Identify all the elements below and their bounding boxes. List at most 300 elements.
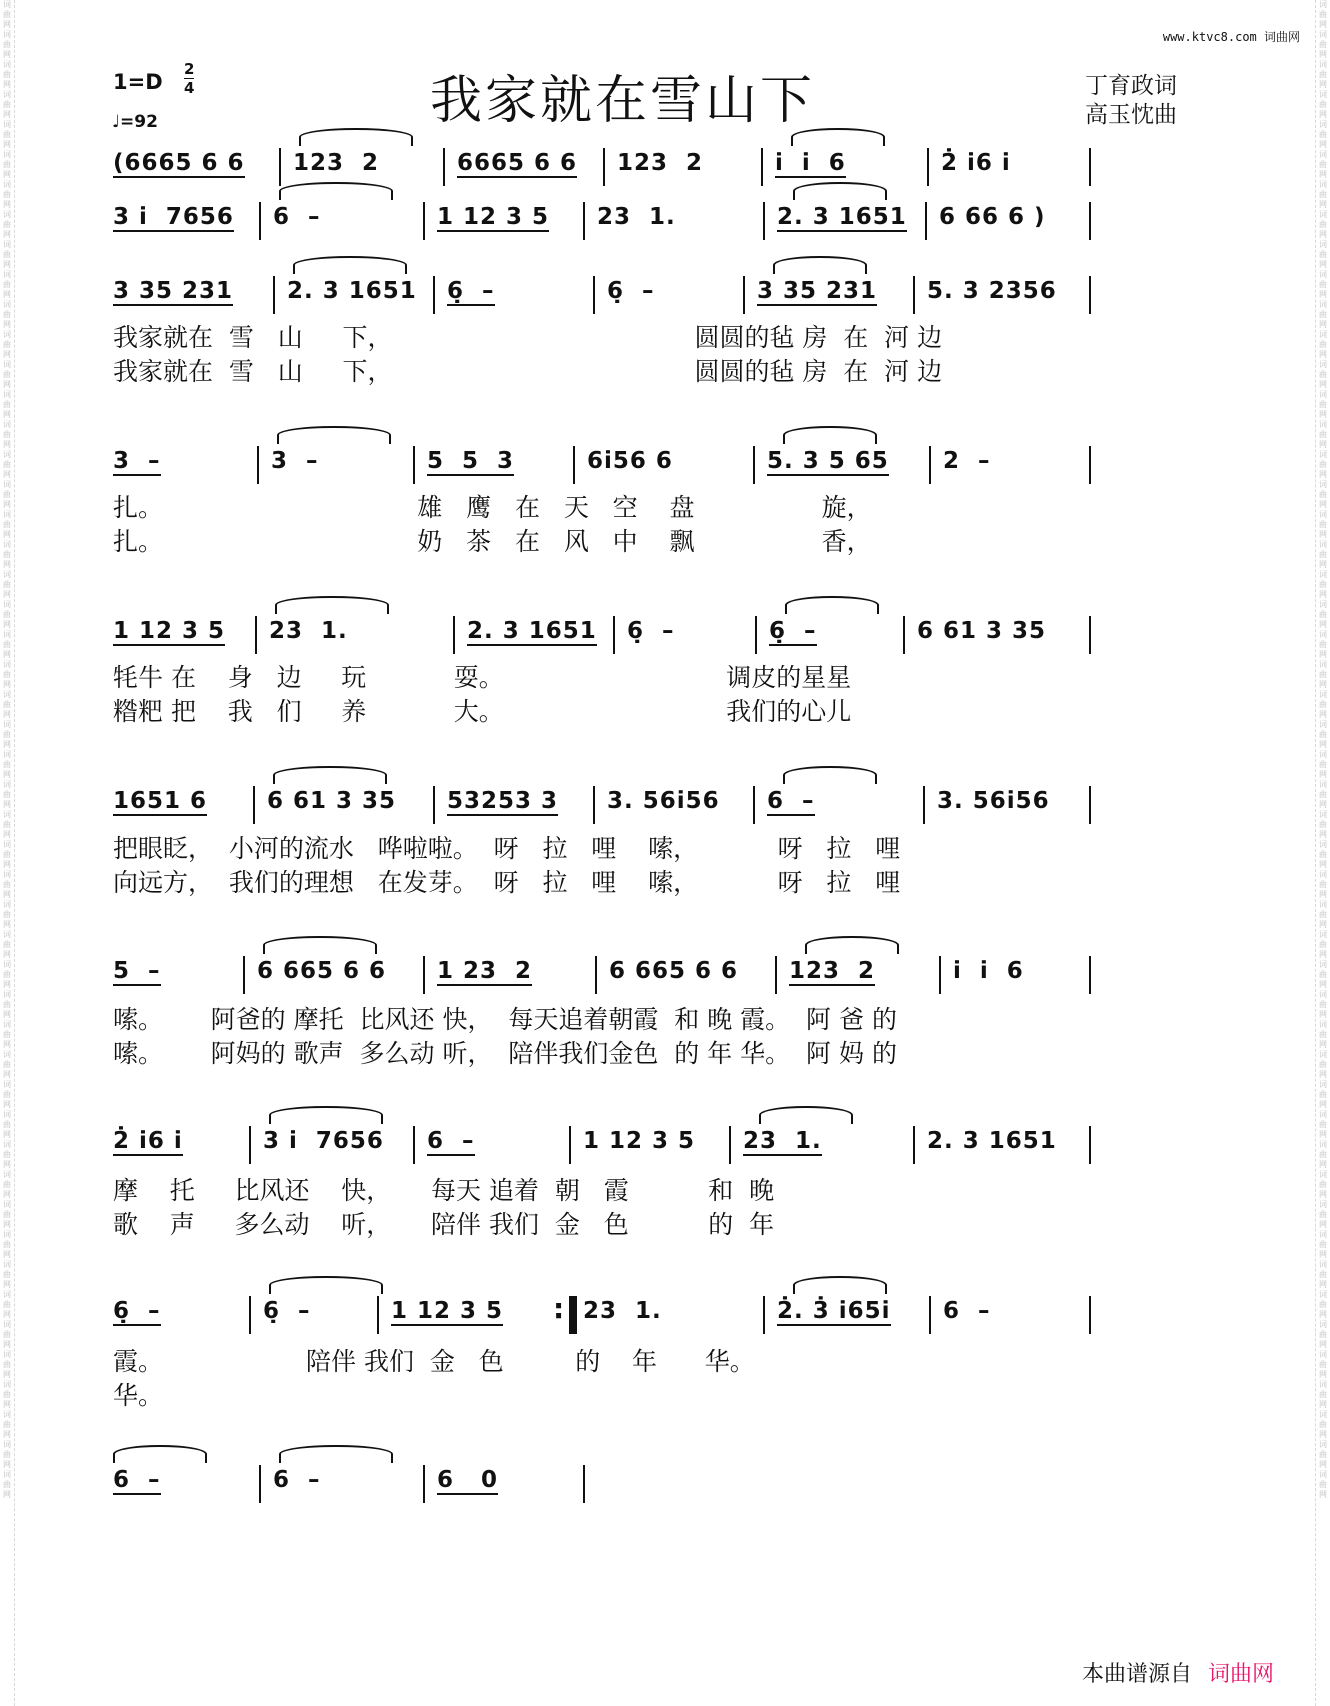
barline [249, 1296, 251, 1334]
right-watermark-strip [1315, 0, 1330, 1706]
side-watermark-char: 网 [3, 1010, 11, 1019]
measure: 6 – [767, 788, 815, 814]
song-title: 我家就在雪山下 [430, 71, 816, 131]
side-watermark-char: 曲 [3, 520, 11, 529]
side-watermark-char: 网 [3, 80, 11, 89]
side-watermark-char: 网 [1319, 770, 1327, 779]
side-watermark-char: 词 [1319, 600, 1327, 609]
side-watermark-char: 曲 [1319, 670, 1327, 679]
side-watermark-char: 网 [1319, 500, 1327, 509]
measure: 6̣ – [769, 618, 817, 644]
staff-line [113, 204, 1188, 240]
side-watermark-char: 曲 [1319, 1060, 1327, 1069]
side-watermark-char: 词 [1319, 0, 1327, 9]
site-watermark: www.ktvc8.com 词曲网 [1162, 30, 1300, 44]
side-watermark-char: 曲 [3, 910, 11, 919]
measure: 123 2 [293, 150, 380, 176]
barline [743, 276, 745, 314]
side-watermark-char: 网 [1319, 710, 1327, 719]
side-watermark-char: 词 [1319, 510, 1327, 519]
measure: 3 35 231 [757, 278, 878, 304]
side-watermark-char: 曲 [1319, 280, 1327, 289]
side-watermark-char: 曲 [3, 130, 11, 139]
measure: 5 – [113, 958, 161, 984]
slur [269, 1106, 383, 1124]
side-watermark-char: 网 [1319, 350, 1327, 359]
measure: 6̣ – [113, 1298, 161, 1324]
footer-brand: 词曲网 [1208, 1662, 1275, 1687]
side-watermark-char: 曲 [3, 1180, 11, 1189]
side-watermark-char: 网 [1319, 170, 1327, 179]
side-watermark-char: 网 [3, 620, 11, 629]
side-watermark-char: 曲 [1319, 430, 1327, 439]
staff-line [113, 1128, 1188, 1164]
measure: 5 5 3 [427, 448, 515, 474]
side-watermark-char: 网 [1319, 1100, 1327, 1109]
side-watermark-char: 网 [1319, 1430, 1327, 1439]
side-watermark-char: 曲 [3, 310, 11, 319]
measure: 6 – [273, 1467, 321, 1493]
side-watermark-char: 词 [3, 570, 11, 579]
side-watermark-char: 曲 [3, 1270, 11, 1279]
barline [569, 1126, 571, 1164]
measure: 1 23 2 [437, 958, 533, 984]
barline [603, 148, 605, 186]
side-watermark-char: 词 [1319, 480, 1327, 489]
lyric-line-2: 扎。 奶 茶 在 风 中 飘 香， [113, 527, 872, 556]
barline [903, 616, 905, 654]
side-watermark-char: 网 [1319, 110, 1327, 119]
side-watermark-char: 词 [3, 750, 11, 759]
side-watermark-char: 词 [3, 390, 11, 399]
side-watermark-char: 词 [1319, 1410, 1327, 1419]
barline [763, 202, 765, 240]
barline [1089, 616, 1091, 654]
side-watermark-char: 曲 [3, 1480, 11, 1489]
side-watermark-char: 词 [1319, 450, 1327, 459]
slur [299, 128, 413, 146]
time-signature [184, 60, 194, 97]
side-watermark-char: 词 [1319, 1380, 1327, 1389]
side-watermark-char: 曲 [3, 370, 11, 379]
side-watermark-char: 曲 [1319, 1420, 1327, 1429]
side-watermark-char: 曲 [3, 1300, 11, 1309]
side-watermark-char: 词 [3, 1050, 11, 1059]
measure: 23 1. [583, 1298, 662, 1324]
lyricist: 丁育政词 [1085, 73, 1177, 99]
side-watermark-char: 网 [1319, 980, 1327, 989]
side-watermark-char: 网 [3, 890, 11, 899]
side-watermark-char: 词 [3, 1410, 11, 1419]
slur [113, 1445, 207, 1463]
side-watermark-char: 词 [1319, 1290, 1327, 1299]
slur [275, 596, 389, 614]
side-watermark-char: 网 [3, 1490, 11, 1499]
side-watermark-char: 曲 [1319, 910, 1327, 919]
side-watermark-char: 曲 [1319, 40, 1327, 49]
side-watermark-char: 网 [3, 740, 11, 749]
lyric-line-1: 扎。 雄 鹰 在 天 空 盘 旋， [113, 493, 872, 522]
side-watermark-char: 网 [3, 470, 11, 479]
side-watermark-char: 词 [3, 90, 11, 99]
barline [583, 1465, 585, 1503]
side-watermark-char: 曲 [3, 850, 11, 859]
barline [259, 1465, 261, 1503]
staff-line [113, 150, 1188, 186]
barline [753, 446, 755, 484]
barline [413, 446, 415, 484]
side-watermark-char: 网 [1319, 560, 1327, 569]
side-watermark-char: 网 [3, 650, 11, 659]
side-watermark-char: 词 [1319, 330, 1327, 339]
barline [593, 786, 595, 824]
lyric-line-1: 嗦。 阿爸的 摩托 比风还 快， 每天追着朝霞 和 晚 霞。 阿 爸 的 [113, 1005, 897, 1034]
side-watermark-char: 词 [3, 630, 11, 639]
side-watermark-char: 曲 [1319, 760, 1327, 769]
side-watermark-char: 曲 [3, 190, 11, 199]
side-watermark-char: 网 [3, 320, 11, 329]
side-watermark-char: 网 [3, 590, 11, 599]
barline [729, 1126, 731, 1164]
barline [913, 1126, 915, 1164]
barline [377, 1296, 379, 1334]
side-watermark-char: 曲 [3, 220, 11, 229]
side-watermark-char: 曲 [3, 1210, 11, 1219]
side-watermark-char: 网 [3, 1040, 11, 1049]
side-watermark-char: 词 [1319, 420, 1327, 429]
barline [423, 1465, 425, 1503]
side-watermark-char: 网 [1319, 740, 1327, 749]
side-watermark-char: 网 [3, 860, 11, 869]
side-watermark-char: 网 [3, 230, 11, 239]
barline [413, 1126, 415, 1164]
side-watermark-char: 词 [3, 60, 11, 69]
side-watermark-char: 曲 [3, 250, 11, 259]
side-watermark-char: 词 [1319, 630, 1327, 639]
measure: 23 1. [743, 1128, 822, 1154]
measure: 3 i̇ 7656 [263, 1128, 384, 1154]
side-watermark-char: 曲 [1319, 400, 1327, 409]
barline [1089, 148, 1091, 186]
measure: 23 1. [597, 204, 676, 230]
staff-line [113, 1467, 1188, 1503]
measure: 6 – [943, 1298, 991, 1324]
measure: 123 2 [617, 150, 704, 176]
side-watermark-char: 曲 [3, 1240, 11, 1249]
side-watermark-char: 网 [1319, 410, 1327, 419]
measure: 3 – [113, 448, 161, 474]
side-watermark-char: 词 [3, 540, 11, 549]
side-watermark-char: 词 [1319, 1440, 1327, 1449]
side-watermark-char: 词 [3, 180, 11, 189]
lyric-line-1: 霞。 陪伴 我们 金 色 的 年 华。 [113, 1347, 755, 1376]
side-watermark-char: 曲 [1319, 130, 1327, 139]
side-watermark-char: 网 [1319, 1340, 1327, 1349]
side-watermark-char: 曲 [1319, 100, 1327, 109]
side-watermark-char: 词 [3, 1200, 11, 1209]
side-watermark-char: 词 [1319, 390, 1327, 399]
measure: 3 – [271, 448, 319, 474]
measure: 1 12 3 5 [437, 204, 550, 230]
barline [443, 148, 445, 186]
slur [759, 1106, 853, 1124]
side-watermark-char: 曲 [1319, 1120, 1327, 1129]
side-watermark-char: 网 [3, 1160, 11, 1169]
side-watermark-char: 曲 [3, 1330, 11, 1339]
side-watermark-char: 曲 [3, 1360, 11, 1369]
side-watermark-char: 词 [1319, 150, 1327, 159]
side-watermark-char: 词 [3, 1230, 11, 1239]
side-watermark-char: 网 [1319, 590, 1327, 599]
side-watermark-char: 词 [3, 150, 11, 159]
side-watermark-char: 网 [1319, 230, 1327, 239]
side-watermark-char: 曲 [3, 40, 11, 49]
side-watermark-char: 词 [1319, 240, 1327, 249]
side-watermark-char: 词 [3, 600, 11, 609]
barline [1089, 1296, 1091, 1334]
side-watermark-char: 网 [1319, 1370, 1327, 1379]
left-watermark-strip [0, 0, 15, 1706]
time-bottom: 4 [184, 79, 195, 97]
side-watermark-char: 曲 [3, 160, 11, 169]
side-watermark-char: 网 [1319, 50, 1327, 59]
side-watermark-char: 曲 [3, 580, 11, 589]
side-watermark-char: 词 [1319, 660, 1327, 669]
side-watermark-char: 网 [3, 1250, 11, 1259]
measure: 6i̇56 6 [587, 448, 673, 474]
side-watermark-char: 网 [1319, 1220, 1327, 1229]
side-watermark-char: 曲 [1319, 340, 1327, 349]
side-watermark-char: 曲 [3, 1030, 11, 1039]
side-watermark-char: 曲 [3, 1390, 11, 1399]
side-watermark-char: 词 [3, 870, 11, 879]
slur [783, 766, 877, 784]
side-watermark-char: 网 [1319, 800, 1327, 809]
measure: 3. 56i̇56 [607, 788, 720, 814]
side-watermark-char: 曲 [3, 340, 11, 349]
measure: 6 61 3 35 [267, 788, 397, 814]
lyric-line-1: 我家就在 雪 山 下， 圆圆的毡 房 在 河 边 [113, 323, 943, 352]
barline [1089, 276, 1091, 314]
side-watermark-char: 网 [1319, 1400, 1327, 1409]
side-watermark-char: 曲 [3, 1060, 11, 1069]
source-footer [1082, 1657, 1274, 1688]
barline [929, 446, 931, 484]
side-watermark-char: 曲 [3, 460, 11, 469]
side-watermark-char: 曲 [1319, 970, 1327, 979]
measure: 5. 3 2356 [927, 278, 1057, 304]
side-watermark-char: 网 [3, 1130, 11, 1139]
barline [259, 202, 261, 240]
barline [595, 956, 597, 994]
barline [573, 446, 575, 484]
side-watermark-char: 曲 [3, 1120, 11, 1129]
side-watermark-char: 网 [3, 530, 11, 539]
side-watermark-char: 网 [1319, 20, 1327, 29]
barline [253, 786, 255, 824]
side-watermark-char: 词 [1319, 30, 1327, 39]
side-watermark-char: 网 [3, 980, 11, 989]
side-watermark-char: 网 [3, 200, 11, 209]
measure: 6 61 3 35 [917, 618, 1047, 644]
side-watermark-char: 网 [1319, 1250, 1327, 1259]
slur [805, 936, 899, 954]
side-watermark-char: 网 [1319, 470, 1327, 479]
side-watermark-char: 词 [3, 810, 11, 819]
side-watermark-char: 曲 [1319, 70, 1327, 79]
measure: 6̣ – [447, 278, 495, 304]
side-watermark-char: 曲 [1319, 580, 1327, 589]
slur [293, 256, 407, 274]
side-watermark-char: 网 [3, 1310, 11, 1319]
side-watermark-char: 曲 [3, 670, 11, 679]
side-watermark-char: 曲 [1319, 10, 1327, 19]
side-watermark-char: 曲 [3, 70, 11, 79]
side-watermark-char: 网 [3, 1190, 11, 1199]
side-watermark-char: 网 [3, 1070, 11, 1079]
side-watermark-char: 曲 [3, 1420, 11, 1429]
side-watermark-char: 词 [3, 1080, 11, 1089]
staff-line [113, 278, 1188, 314]
side-watermark-char: 词 [1319, 60, 1327, 69]
side-watermark-char: 曲 [3, 700, 11, 709]
side-watermark-char: 词 [1319, 1470, 1327, 1479]
barline [929, 1296, 931, 1334]
side-watermark-char: 曲 [3, 940, 11, 949]
staff-line [113, 958, 1188, 994]
side-watermark-char: 网 [3, 110, 11, 119]
side-watermark-char: 网 [1319, 200, 1327, 209]
measure: 5. 3 5 65 [767, 448, 889, 474]
side-watermark-char: 网 [1319, 1190, 1327, 1199]
barline [593, 276, 595, 314]
side-watermark-char: 网 [3, 1460, 11, 1469]
measure: 2̇ i̇6 i̇ [941, 150, 1011, 176]
slur [279, 1445, 393, 1463]
side-watermark-char: 词 [3, 1170, 11, 1179]
side-watermark-char: 曲 [1319, 1360, 1327, 1369]
lyric-line-2: 我家就在 雪 山 下， 圆圆的毡 房 在 河 边 [113, 357, 943, 386]
side-watermark-char: 网 [3, 950, 11, 959]
side-watermark-char: 曲 [1319, 310, 1327, 319]
side-watermark-char: 曲 [1319, 730, 1327, 739]
barline [755, 616, 757, 654]
side-watermark-char: 网 [3, 1280, 11, 1289]
side-watermark-char: 词 [3, 300, 11, 309]
side-watermark-char: 网 [1319, 530, 1327, 539]
side-watermark-char: 网 [3, 1100, 11, 1109]
side-watermark-char: 词 [3, 480, 11, 489]
side-watermark-char: 曲 [1319, 700, 1327, 709]
barline [433, 786, 435, 824]
slur [263, 936, 377, 954]
side-watermark-char: 曲 [1319, 520, 1327, 529]
side-watermark-char: 网 [1319, 80, 1327, 89]
measure: 2̇ i̇6 i̇ [113, 1128, 183, 1154]
barline [925, 202, 927, 240]
measure: 1 12 3 5 [113, 618, 226, 644]
measure: 6̣ – [607, 278, 655, 304]
side-watermark-char: 词 [3, 990, 11, 999]
side-watermark-char: 网 [3, 680, 11, 689]
side-watermark-char: 网 [3, 920, 11, 929]
side-watermark-char: 曲 [3, 820, 11, 829]
side-watermark-char: 词 [1319, 1020, 1327, 1029]
side-watermark-char: 词 [1319, 1140, 1327, 1149]
measure: 6 – [273, 204, 321, 230]
side-watermark-char: 曲 [1319, 250, 1327, 259]
measure: 23 1. [269, 618, 348, 644]
side-watermark-char: 词 [3, 360, 11, 369]
side-watermark-char: 词 [1319, 1260, 1327, 1269]
side-watermark-char: 曲 [1319, 1330, 1327, 1339]
barline [613, 616, 615, 654]
barline [1089, 1126, 1091, 1164]
side-watermark-char: 网 [1319, 320, 1327, 329]
side-watermark-char: 词 [3, 900, 11, 909]
slur [783, 426, 877, 444]
staff-line [113, 618, 1188, 654]
barline [1089, 786, 1091, 824]
side-watermark-char: 网 [1319, 380, 1327, 389]
measure: 3 i̇ 7656 [113, 204, 234, 230]
barline [775, 956, 777, 994]
side-watermark-char: 曲 [1319, 1150, 1327, 1159]
side-watermark-char: 网 [1319, 1040, 1327, 1049]
side-watermark-char: 词 [1319, 750, 1327, 759]
side-watermark-char: 词 [1319, 90, 1327, 99]
side-watermark-char: 词 [3, 1020, 11, 1029]
measure: 2 – [943, 448, 991, 474]
staff-line [113, 788, 1188, 824]
side-watermark-char: 词 [3, 720, 11, 729]
side-watermark-char: 曲 [1319, 550, 1327, 559]
side-watermark-char: 曲 [1319, 1390, 1327, 1399]
side-watermark-char: 曲 [3, 100, 11, 109]
side-watermark-char: 词 [1319, 1050, 1327, 1059]
side-watermark-char: 曲 [3, 550, 11, 559]
side-watermark-char: 曲 [1319, 160, 1327, 169]
measure: 6665 6 6 [457, 150, 578, 176]
side-watermark-char: 词 [3, 120, 11, 129]
measure: 2. 3 1651 [927, 1128, 1057, 1154]
barline [1089, 202, 1091, 240]
side-watermark-char: 网 [3, 380, 11, 389]
side-watermark-char: 网 [1319, 440, 1327, 449]
measure: 6 0 [437, 1467, 499, 1493]
side-watermark-char: 曲 [3, 730, 11, 739]
time-top: 2 [184, 60, 195, 78]
side-watermark-char: 词 [1319, 810, 1327, 819]
side-watermark-char: 词 [3, 420, 11, 429]
side-watermark-char: 曲 [3, 430, 11, 439]
side-watermark-char: 词 [1319, 570, 1327, 579]
side-watermark-char: 词 [3, 960, 11, 969]
measure: 6̣ – [263, 1298, 311, 1324]
tempo-mark: ♩=92 [112, 112, 158, 132]
side-watermark-char: 网 [1319, 890, 1327, 899]
side-watermark-char: 词 [1319, 960, 1327, 969]
side-watermark-char: 词 [1319, 1110, 1327, 1119]
side-watermark-char: 词 [3, 450, 11, 459]
slur [793, 1276, 887, 1294]
side-watermark-char: 词 [1319, 780, 1327, 789]
side-watermark-char: 曲 [3, 400, 11, 409]
side-watermark-char: 网 [3, 1220, 11, 1229]
side-watermark-char: 曲 [1319, 460, 1327, 469]
side-watermark-char: 曲 [1319, 610, 1327, 619]
side-watermark-char: 网 [1319, 920, 1327, 929]
